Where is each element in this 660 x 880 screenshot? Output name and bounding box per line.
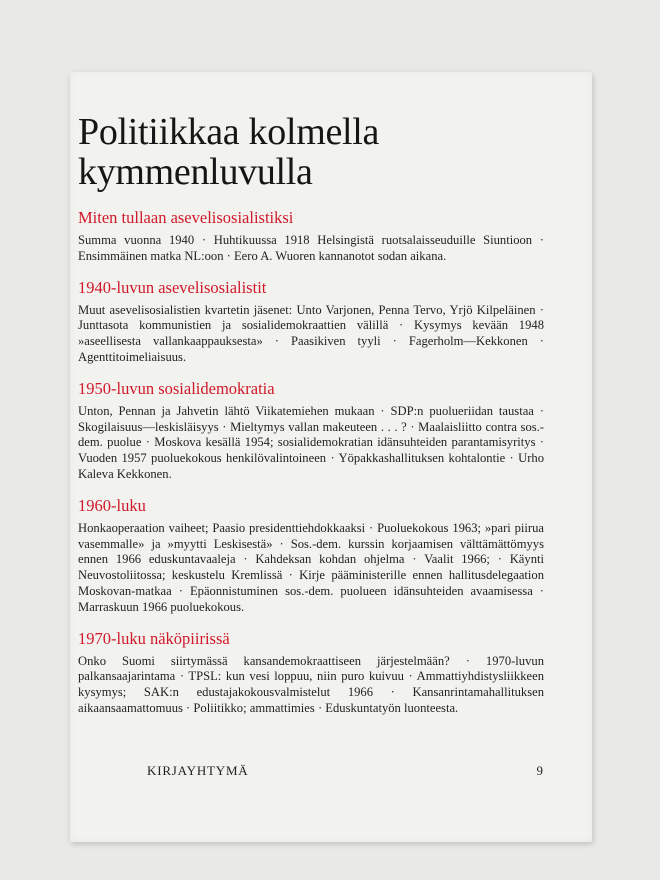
book-title: [78, 112, 544, 192]
book-title-line-2: kymmenluvulla: [78, 151, 313, 193]
section-text: Summa vuonna 1940 · Huhtikuussa 1918 Helsingistä ruotsalaisseuduille Siuntioon · Ensimmäinen matka NL:oon · Eero A. Wuoren kannanotot sodan aikana.: [78, 233, 544, 263]
section-text: Honkaoperaation vaiheet; Paasio presidenttiehdokkaaksi · Puoluekokous 1963; »pari piirua vasemmalle» ja »myytti Leskisestä» · Sos.-dem. kurssin korjaamisen välttämättömyys ennen 1966 eduskuntavaaleja · Kahdeksan kohdan ohjelma · Vaalit 1966; · Käynti Neuvostoliitossa; keskustelu Kremlissä · Kirje pääministerille ennen hallitusdelegaation Moskovan-matkaa · Epäonnistuminen sos.-dem. puolueen idänsuhteiden avaamisessa · Marraskuun 1966 puoluekokous.: [78, 520, 544, 614]
section-2: [78, 278, 544, 366]
section-heading: 1940-luvun asevelisosialistit: [78, 277, 267, 297]
section-4: [78, 496, 544, 616]
section-text: Onko Suomi siirtymässä kansandemokraattiseen järjestelmään? · 1970-luvun palkansaajarintama · TPSL: kun vesi loppuu, niin puro kuivuu · Ammattiyhdistysliikkeen kysymys; SAK:n edustajakokousvalmistelut 1966 · Kansanrintamahallituksen aikaansaamattomuus · Poliitikko; ammattimies · Eduskuntatyön luonteesta.: [78, 653, 544, 715]
cover-footer: [147, 763, 543, 779]
section-1: [78, 208, 544, 265]
section-5: [78, 629, 544, 717]
page-number: 9: [536, 763, 543, 778]
cover-content: [78, 112, 544, 730]
section-3: [78, 379, 544, 483]
section-text: Muut asevelisosialistien kvartetin jäsenet: Unto Varjonen, Penna Tervo, Yrjö Kilpeläinen · Junttasota kommunistien ja sosialidemokraattien välillä · Kysymys kevään 1948 »aseellisesta vallankaappauksesta» · Paasikiven tyyli · Fagerholm—Kekkonen · Agenttitoimeliaisuus.: [78, 302, 544, 364]
section-text: Unton, Pennan ja Jahvetin lähtö Viikatemiehen mukaan · SDP:n puolueriidan taustaa · Skogilaisuus—leskisläisyys · Mieltymys vallan makeuteen . . . ? · Maalaisliitto contra sos.-dem. puolue · Moskova kesällä 1954; sosialidemokratian idänsuhteiden parantamisyritys · Vuoden 1957 puoluekokous henkilövalintoineen · Yöpakkashallituksen kohtalontie · Urho Kaleva Kekkonen.: [78, 403, 544, 481]
publisher-name: KIRJAYHTYMÄ: [147, 763, 249, 778]
book-title-line-1: Politiikkaa kolmella: [78, 111, 380, 153]
section-heading: 1950-luvun sosialidemokratia: [78, 378, 275, 398]
section-heading: 1960-luku: [78, 495, 146, 515]
section-heading: 1970-luku näköpiirissä: [78, 628, 230, 648]
section-heading: Miten tullaan asevelisosialistiksi: [78, 208, 294, 227]
